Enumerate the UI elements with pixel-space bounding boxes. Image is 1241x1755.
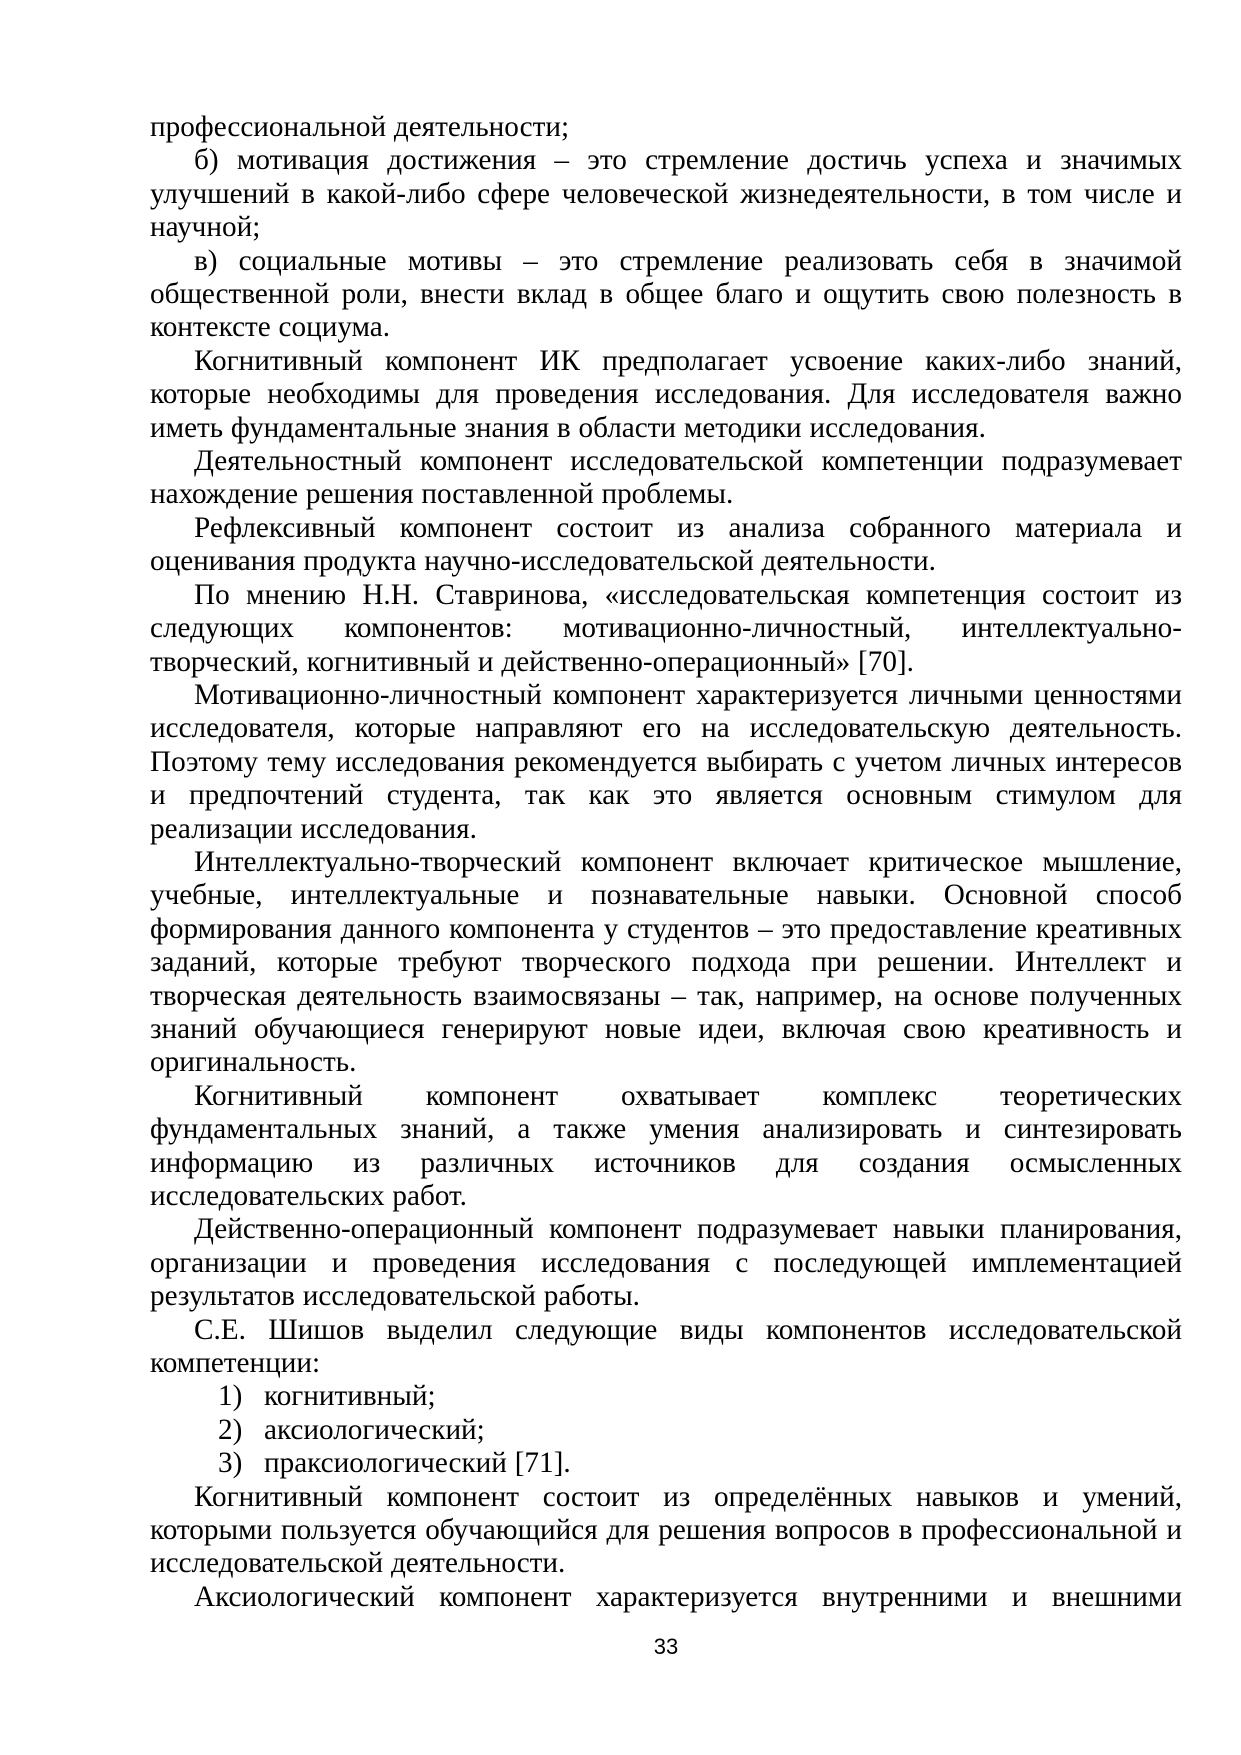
paragraph: Когнитивный компонент ИК предполагает усвоение каких-либо знаний, которые необходимы для проведения исследования. Для исследователя важно иметь фундаментальные знания в области методики исследования. — [150, 344, 1182, 444]
list-item-text: праксиологический [71]. — [264, 1447, 571, 1480]
paragraph: С.Е. Шишов выделил следующие виды компонентов исследовательской компетенции: — [150, 1313, 1182, 1380]
list-item-marker: 2) — [218, 1413, 243, 1446]
list-item-marker: 1) — [218, 1380, 243, 1413]
paragraph: Мотивационно-личностный компонент характеризуется личными ценностями исследователя, которые направляют его на исследовательскую деятельность. Поэтому тему исследования рекомендуется выбирать с учетом личных интересов и предпочтений студента, так как это является основным стимулом для реализации исследования. — [150, 678, 1182, 845]
page-footer — [150, 1634, 1182, 1660]
list-item — [150, 1447, 1182, 1480]
paragraph: Аксиологический компонент характеризуется внутренними и внешними — [194, 1580, 1182, 1613]
list-item-text: когнитивный; — [264, 1380, 436, 1413]
paragraph: профессиональной деятельности; — [150, 111, 570, 143]
paragraph: Деятельностный компонент исследовательской компетенции подразумевает нахождение решения поставленной проблемы. — [150, 445, 1182, 511]
list-item-marker: 3) — [218, 1447, 243, 1480]
paragraph: б) мотивация достижения – это стремление достичь успеха и значимых улучшений в какой-либо сфере человеческой жизнедеятельности, в том числе и научной; — [150, 144, 1182, 244]
paragraph: Интеллектуально-творческий компонент включает критическое мышление, учебные, интеллектуальные и познавательные навыки. Основной способ формирования данного компонента у студентов – это предоставление креативных заданий, которые требуют творческого подхода при решении. Интеллект и творческая деятельность взаимосвязаны – так, например, на основе полученных знаний обучающиеся генерируют новые идеи, включая свою креативность и оригинальность. — [150, 845, 1182, 1079]
paragraph: Когнитивный компонент охватывает комплекс теоретических фундаментальных знаний, а также умения анализировать и синтезировать информацию из различных источников для создания осмысленных исследовательских работ. — [150, 1079, 1182, 1212]
list-item — [150, 1414, 1182, 1447]
page-number: 33 — [653, 1634, 679, 1659]
paragraph: По мнению Н.Н. Ставринова, «исследовательская компетенция состоит из следующих компонентов: мотивационно-личностный, интеллектуально-творческий, когнитивный и действенно-операционный» [70]. — [150, 578, 1182, 678]
paragraph: Когнитивный компонент состоит из определённых навыков и умений, которыми пользуется обучающийся для решения вопросов в профессиональной и исследовательской деятельности. — [150, 1480, 1182, 1580]
list-item-text: аксиологический; — [264, 1413, 485, 1446]
paragraph: в) социальные мотивы – это стремление реализовать себя в значимой общественной роли, внести вклад в общее благо и ощутить свою полезность в контексте социума. — [150, 244, 1182, 344]
page-body — [150, 111, 1182, 1614]
paragraph: Действенно-операционный компонент подразумевает навыки планирования, организации и проведения исследования с последующей имплементацией результатов исследовательской работы. — [150, 1213, 1182, 1313]
paragraph: Рефлексивный компонент состоит из анализа собранного материала и оценивания продукта научно-исследовательской деятельности. — [150, 511, 1182, 578]
list-item — [150, 1380, 1182, 1413]
